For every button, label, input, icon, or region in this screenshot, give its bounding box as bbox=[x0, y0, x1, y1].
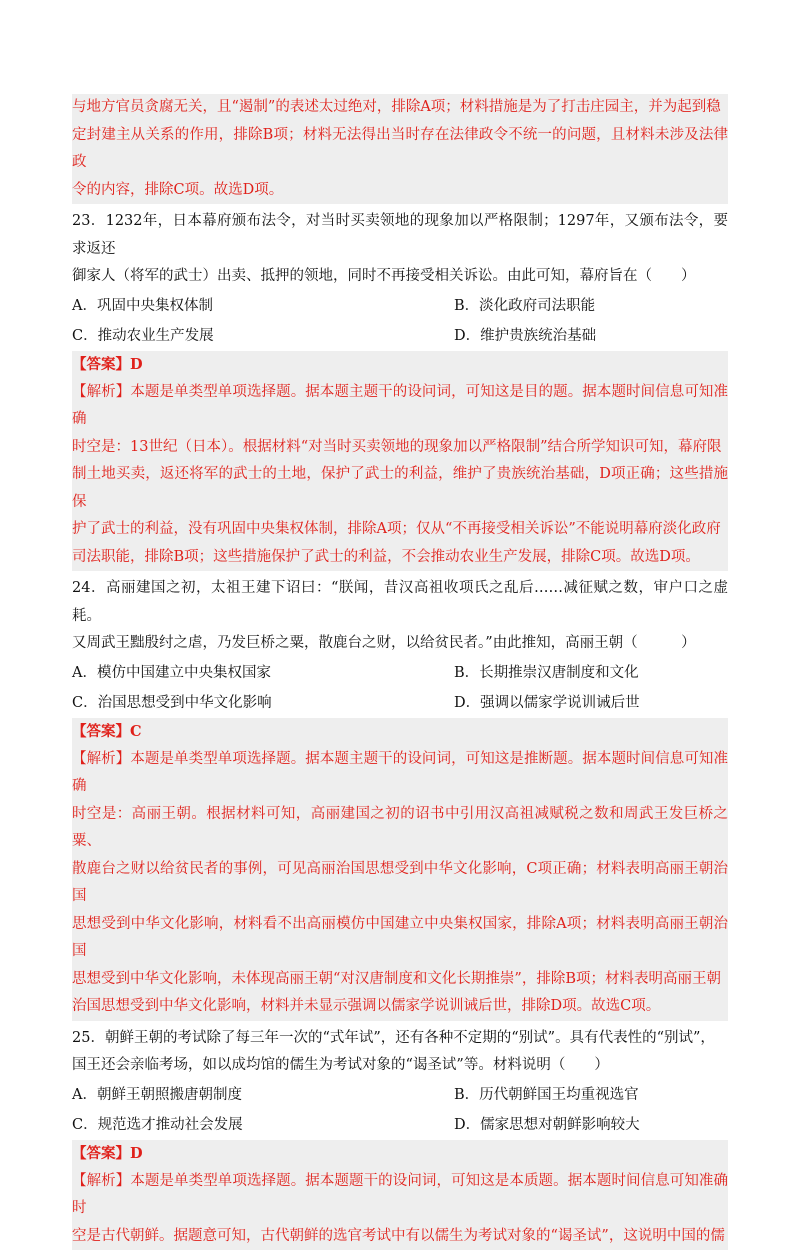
options-row-1 bbox=[72, 1080, 728, 1110]
explanation-line: 【解析】本题是单类型单项选择题。据本题题干的设问词，可知这是本质题。据本题时间信息可知准确时 bbox=[72, 1172, 728, 1216]
explanation-line: 时空是：高丽王朝。根据材料可知，高丽建国之初的诏书中引用汉高祖减赋税之数和周武王发巨桥之粟、 bbox=[72, 805, 728, 849]
question-stem-line: 御家人（将军的武士）出卖、抵押的领地，同时不再接受相关诉讼。由此可知，幕府旨在（ ） bbox=[72, 268, 696, 284]
answer-block bbox=[72, 1140, 728, 1251]
options-row-2 bbox=[72, 688, 728, 718]
question-24 bbox=[72, 575, 728, 1021]
question-stem-line: 又周武王黜殷纣之虐，乃发巨桥之粟，散鹿台之财，以给贫民者。”由此推知，高丽王朝（ ） bbox=[72, 635, 696, 651]
option-b: B．淡化政府司法职能 bbox=[454, 297, 596, 314]
answer-block bbox=[72, 718, 728, 1021]
prev-explanation-line: 令的内容，排除C项。故选D项。 bbox=[72, 181, 284, 198]
question-stem-line: 国王还会亲临考场，如以成均馆的儒生为考试对象的“谒圣试”等。材料说明（ ） bbox=[72, 1057, 609, 1073]
options-row-1 bbox=[72, 291, 728, 321]
question-stem-line: 24．高丽建国之初，太祖王建下诏曰：“朕闻，昔汉高祖收项氏之乱后……减征赋之数，审户口之虚耗。 bbox=[72, 580, 728, 624]
explanation-line: 思想受到中华文化影响，未体现高丽王朝“对汉唐制度和文化长期推崇”，排除B项；材料表明高丽王朝 bbox=[72, 970, 721, 987]
question-stem-line: 23．1232年，日本幕府颁布法令，对当时买卖领地的现象加以严格限制；1297年，又颁布法令，要求返还 bbox=[72, 213, 728, 257]
option-b: B．历代朝鲜国王均重视选官 bbox=[454, 1086, 639, 1103]
prev-explanation-line: 与地方官员贪腐无关，且“遏制”的表述太过绝对，排除A项；材料措施是为了打击庄园主，并为起到稳 bbox=[72, 99, 721, 115]
document-content bbox=[72, 94, 728, 1254]
explanation-line: 空是古代朝鲜。据题意可知，古代朝鲜的选官考试中有以儒生为考试对象的“谒圣试”，这说明中国的儒 bbox=[72, 1227, 725, 1244]
prev-explanation-line: 定封建主从关系的作用，排除B项；材料无法得出当时存在法律政令不统一的问题，且材料未涉及法律政 bbox=[72, 126, 728, 170]
explanation-line: 司法职能，排除B项；这些措施保护了武士的利益，不会推动农业生产发展，排除C项。故选D项。 bbox=[72, 548, 700, 565]
options-row-2 bbox=[72, 321, 728, 351]
option-d: D．儒家思想对朝鲜影响较大 bbox=[454, 1116, 640, 1133]
option-b: B．长期推崇汉唐制度和文化 bbox=[454, 664, 639, 681]
explanation-line: 制土地买卖，返还将军的武士的土地，保护了武士的利益，维护了贵族统治基础，D项正确；这些措施保 bbox=[72, 466, 728, 510]
options-row-1 bbox=[72, 658, 728, 688]
option-d: D．维护贵族统治基础 bbox=[454, 327, 597, 344]
option-c: C．规范选才推动社会发展 bbox=[72, 1116, 243, 1133]
answer-block bbox=[72, 351, 728, 572]
option-a: A．模仿中国建立中央集权国家 bbox=[72, 664, 271, 681]
explanation-line: 思想受到中华文化影响，材料看不出高丽模仿中国建立中央集权国家，排除A项；材料表明高丽王朝治国 bbox=[72, 915, 728, 959]
answer-label: 【答案】C bbox=[72, 722, 142, 740]
explanation-line: 时空是：13世纪（日本）。根据材料“对当时买卖领地的现象加以严格限制”结合所学知识可知，幕府限 bbox=[72, 438, 722, 455]
question-25 bbox=[72, 1025, 728, 1251]
question-23 bbox=[72, 208, 728, 571]
explanation-line: 治国思想受到中华文化影响，材料并未显示强调以儒家学说训诫后世，排除D项。故选C项。 bbox=[72, 998, 661, 1014]
explanation-line: 【解析】本题是单类型单项选择题。据本题主题干的设问词，可知这是目的题。据本题时间信息可知准确 bbox=[72, 383, 728, 427]
explanation-line: 护了武士的利益，没有巩固中央集权体制，排除A项；仅从“不再接受相关诉讼”不能说明幕府淡化政府 bbox=[72, 521, 721, 537]
answer-label: 【答案】D bbox=[72, 1144, 143, 1162]
options-row-2 bbox=[72, 1110, 728, 1140]
explanation-line: 散鹿台之财以给贫民者的事例，可见高丽治国思想受到中华文化影响，C项正确；材料表明高丽王朝治国 bbox=[72, 860, 728, 904]
option-c: C．推动农业生产发展 bbox=[72, 327, 214, 344]
option-d: D．强调以儒家学说训诫后世 bbox=[454, 694, 640, 711]
option-c: C．治国思想受到中华文化影响 bbox=[72, 694, 272, 711]
question-stem-line: 25．朝鲜王朝的考试除了每三年一次的“式年试”，还有各种不定期的“别试”。具有代表性的“别试”， bbox=[72, 1029, 715, 1046]
prev-explanation-block bbox=[72, 94, 728, 204]
answer-label: 【答案】D bbox=[72, 355, 143, 373]
explanation-line: 【解析】本题是单类型单项选择题。据本题主题干的设问词，可知这是推断题。据本题时间信息可知准确 bbox=[72, 750, 728, 794]
option-a: A．朝鲜王朝照搬唐朝制度 bbox=[72, 1086, 242, 1103]
option-a: A．巩固中央集权体制 bbox=[72, 297, 213, 314]
